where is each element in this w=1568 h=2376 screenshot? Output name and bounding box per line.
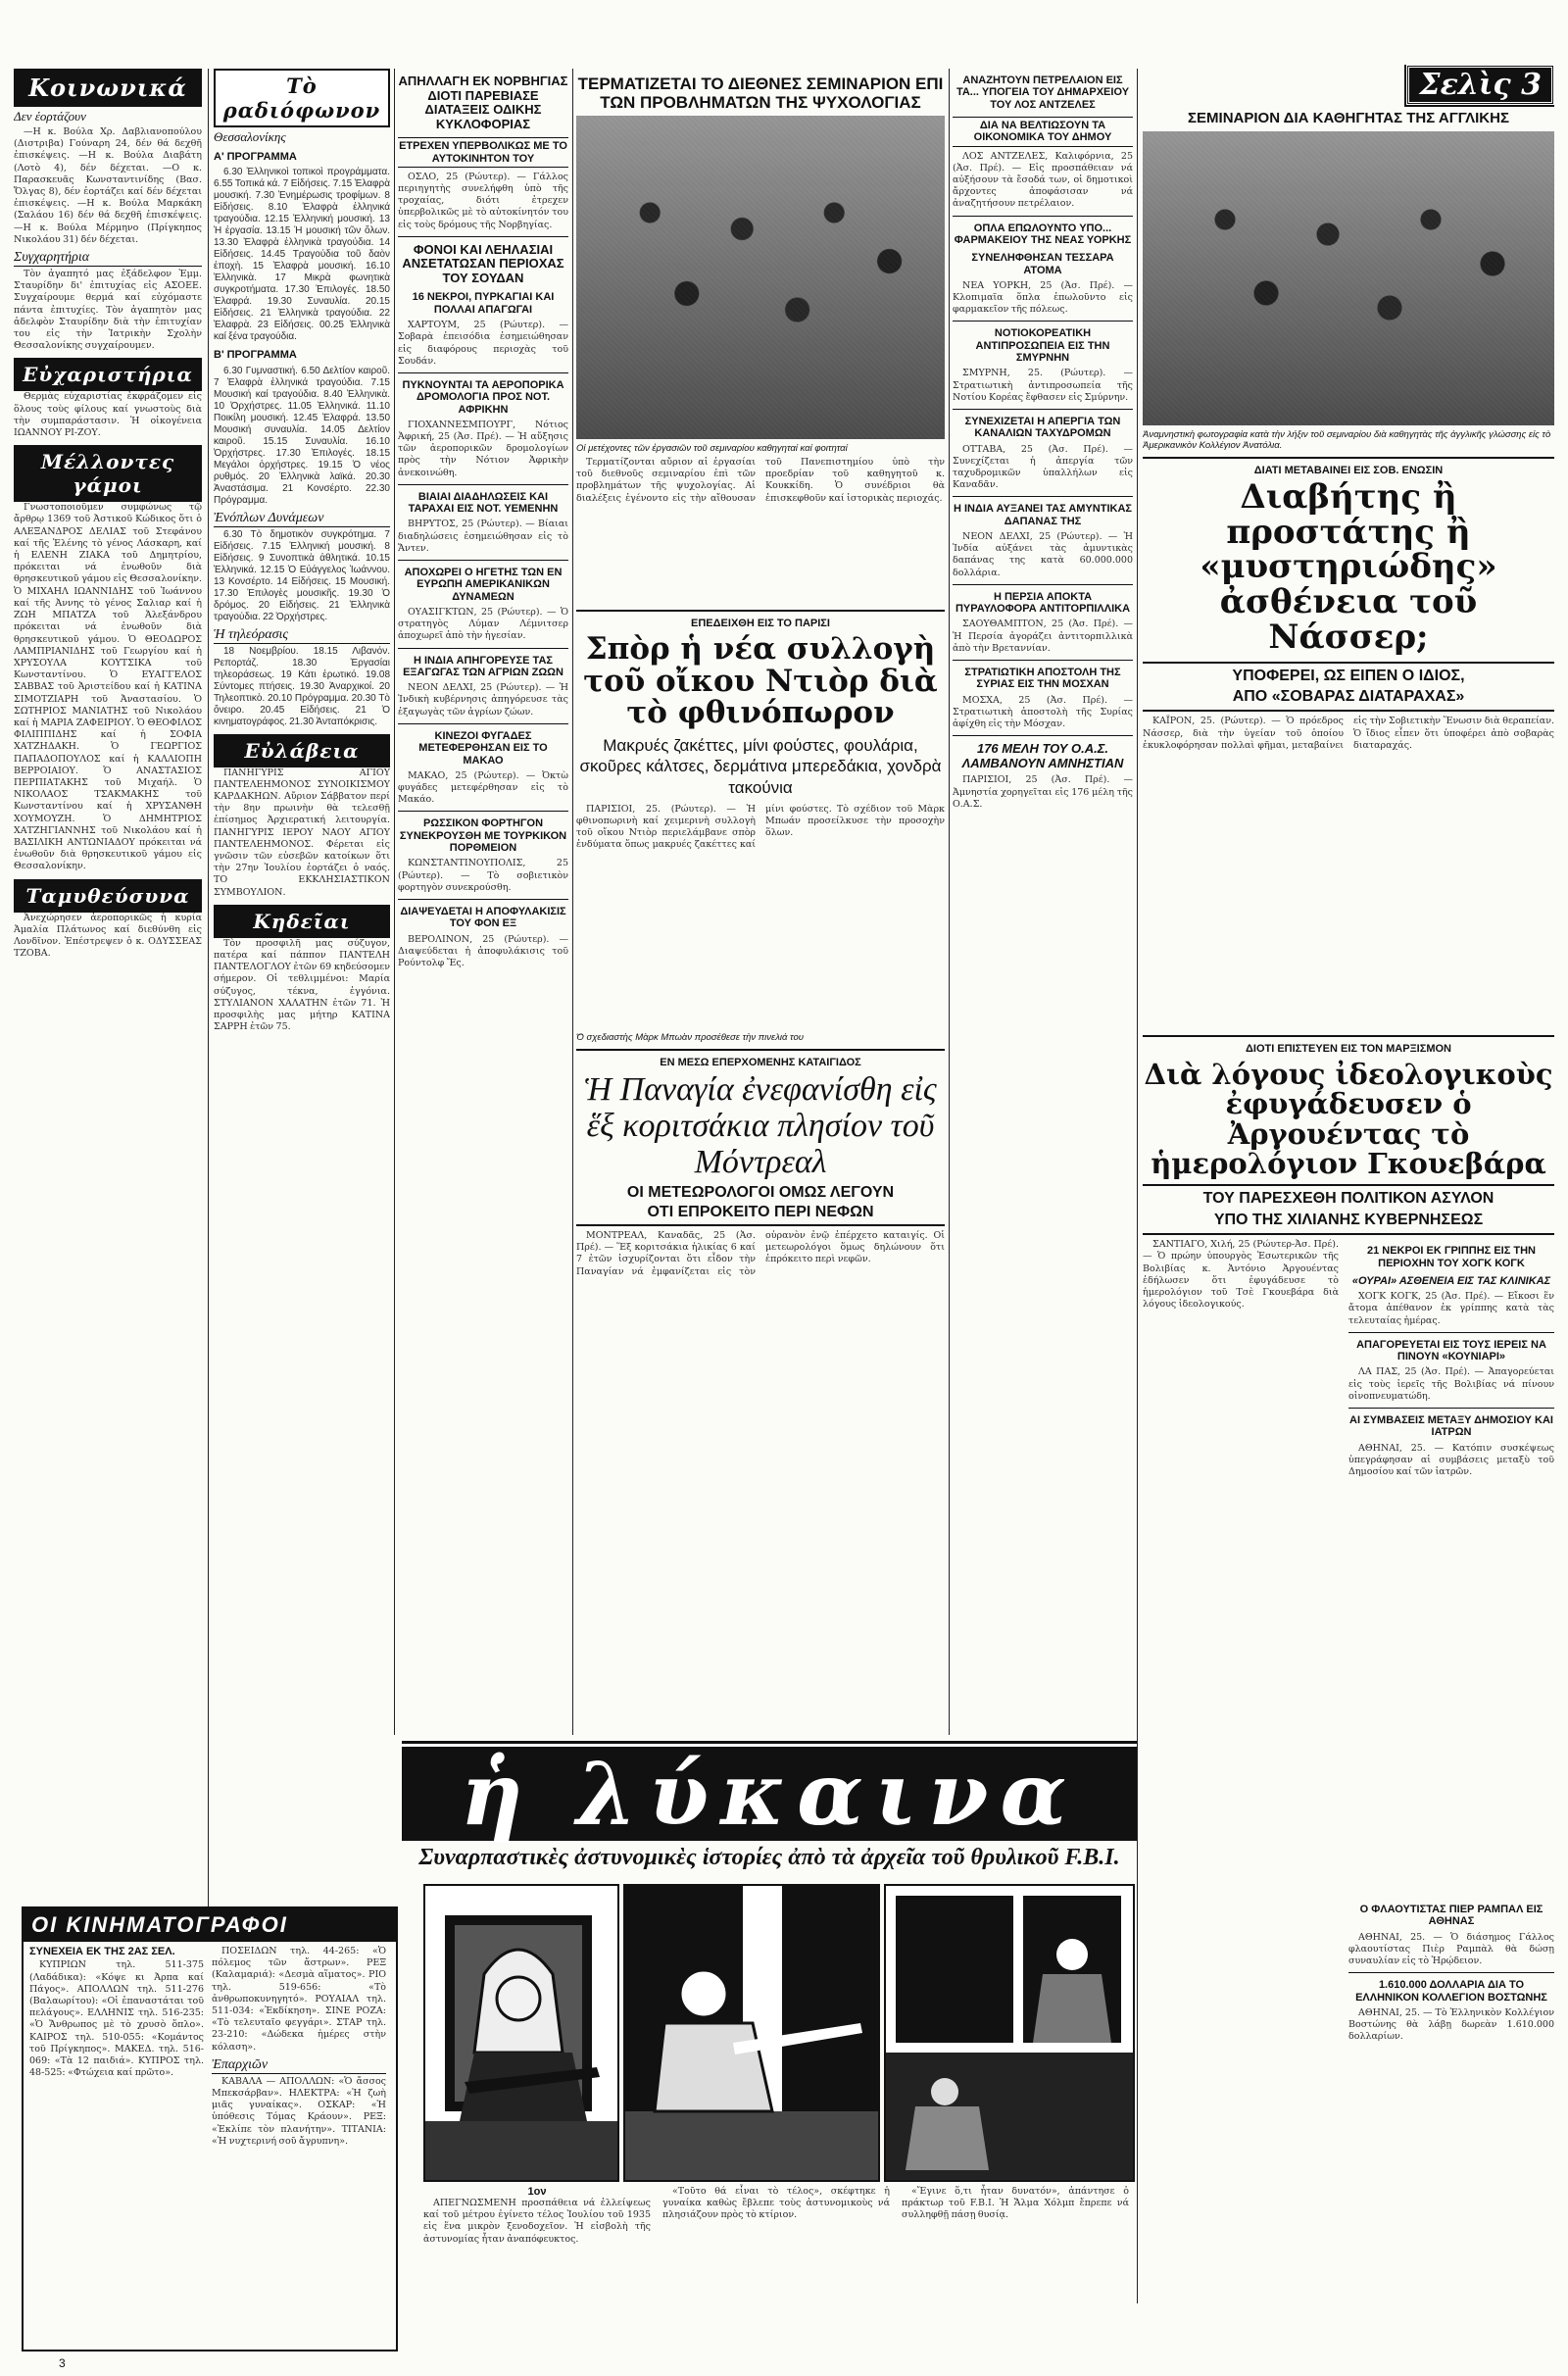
article-ship-collision: ΚΩΝΣΤΑΝΤΙΝΟΥΠΟΛΙΣ, 25 (Ρώυτερ). — Τὸ σοβιετικὸν φορτηγὸν συνεκρούσθη. xyxy=(398,858,568,893)
divider xyxy=(398,811,568,812)
comic-text-3: «Ἔγινε ὅ,τι ἦταν δυνατόν», ἀπάντησε ὁ πράκτωρ τοῦ F.B.I. Ἡ Ἄλμα Χόλμπ ἔπρεπε νά συλληφθῇ πάσῃ θυσίᾳ. xyxy=(902,2186,1129,2221)
section-subtitle: Δεν έορτάζουν xyxy=(14,109,86,124)
divider xyxy=(398,372,568,373)
article-india-defense: ΝΕΟΝ ΔΕΛΧΙ, 25 (Ρώυτερ). — Ἡ Ἰνδία αὐξάνει τὰς ἀμυντικὰς δαπάνας της κατὰ 60.000.000 δολλάρια. xyxy=(953,531,1133,578)
headline-hess: ΔΙΑΨΕΥΔΕΤΑΙ Η ΑΠΟΦΥΛΑΚΙΣΙΣ ΤΟΥ ΦΟΝ ΕΞ xyxy=(400,905,566,930)
woman-with-gun-illustration xyxy=(425,1886,617,2180)
nasser-article: ΚΑΪΡΟΝ, 25. (Ρώυτερ). — Ὁ πρόεδρος Νάσσερ, διὰ τὴν ὑγείαν τοῦ ὁποίου ἐκυκλοφόρησαν πολλαὶ φῆμαι, μεταβαίνει εἰς τὴν Σοβιετικὴν Ἕνωσιν διὰ θεραπείαν. Ὁ ἴδιος εἶπεν ὅτι ὑποφέρει ἀπὸ σοβαρὰς διαταραχάς. xyxy=(1143,716,1554,751)
travel-text: Ἀνεχώρησεν ἀεροπορικῶς ἡ κυρία Ἀμαλία Πλάτωνος καί διεθύνθη εἰς Λονδῖνον. Ἐπέστρεψεν ὁ κ. ΟΔΥΣΣΕΑΣ ΤΖΟΒΑ. xyxy=(14,912,202,960)
radio-subtitle: Θεσσαλονίκης xyxy=(214,129,286,144)
subhead-guevara: ΤΟΥ ΠΑΡΕΣΧΕΘΗ ΠΟΛΙΤΙΚΟΝ ΑΣΥΛΟΝ xyxy=(1143,1184,1554,1208)
page-footer-number: 3 xyxy=(59,2356,66,2370)
subhead-nasser: ΥΠΟΦΕΡΕΙ, ΩΣ ΕΙΠΕΝ Ο ΙΔΙΟΣ, xyxy=(1143,662,1554,685)
column-briefs xyxy=(953,69,1133,1735)
headline-africa-flights: ΠΥΚΝΟΥΝΤΑΙ ΤΑ ΑΕΡΟΠΟΡΙΚΑ ΔΡΟΜΟΛΟΓΙΑ ΠΡΟΣ ΝΟΤ. ΑΦΡΙΚΗΝ xyxy=(402,378,564,416)
comic-text-2: «Τοῦτο θά εἶναι τὸ τέλος», σκέφτηκε ἡ γυναίκα καθὼς ἔβλεπε τοὺς ἀστυνομικοὺς νά πλησιάζουν πρὸς τὸ κτίριον. xyxy=(662,2186,890,2221)
right-briefs xyxy=(1348,1239,1554,1481)
headline-syria: ΣΤΡΑΤΙΩΤΙΚΗ ΑΠΟΣΤΟΛΗ ΤΗΣ ΣΥΡΙΑΣ ΕΙΣ ΤΗΝ ΜΟΣΧΑΝ xyxy=(964,667,1121,691)
tv-heading: Ἡ τηλεόρασις xyxy=(214,627,390,644)
divider xyxy=(953,496,1133,497)
montreal-kicker: ΕΝ ΜΕΣΩ ΕΠΕΡΧΟΜΕΝΗΣ ΚΑΤΑΙΓΙΔΟΣ xyxy=(660,1056,861,1068)
article-priests: ΛΑ ΠΑΣ, 25 (Ἀσ. Πρέ). — Ἀπαγορεύεται εἰς τοὺς ἱερεῖς τῆς Βολιβίας νά πίνουν οἰνοπνευματώδη. xyxy=(1348,1366,1554,1402)
cinema-title: ΟΙ ΚΙΝΗΜΑΤΟΓΡΑΦΟΙ xyxy=(24,1908,396,1942)
divider xyxy=(398,723,568,724)
article-persia: ΣΑΟΥΘΑΜΠΤΟΝ, 25 (Ἀσ. Πρέ). — Ἡ Περσία ἀγοράζει ἀντιτορπιλλικὰ ἀπὸ τὴν Βρεταννίαν. xyxy=(953,619,1133,654)
subhead-norway: ΕΤΡΕΧΕΝ ΥΠΕΡΒΟΛΙΚΩΣ ΜΕ ΤΟ ΑΥΤΟΚΙΝΗΤΟΝ ΤΟΥ xyxy=(398,137,568,168)
divider xyxy=(1143,1035,1554,1037)
church-banner: Εὐλάβεια xyxy=(214,734,390,767)
headline-persia: Η ΠΕΡΣΙΑ ΑΠΟΚΤΑ ΠΥΡΑΥΛΟΦΟΡΑ ΑΝΤΙΤΟΡΠΙΛΛΙΚΑ xyxy=(955,590,1131,616)
seminar-photo xyxy=(576,116,945,439)
guevara-article: ΣΑΝΤΙΑΓΟ, Χιλή, 25 (Ρώυτερ-Ἀσ. Πρέ). — Ὁ πρώην ὑπουργὸς Ἐσωτερικῶν τῆς Βολιβίας κ. Ἀντόνιο Ἀργουέντας ἐδήλωσεν ὅτι ἐφυγάδευσε τὸ ἡμερολόγιον τοῦ Τσὲ Γκουεβάρα διὰ λόγους ἰδεολογικούς. xyxy=(1143,1239,1339,1311)
thanks-banner: Εὐχαριστήρια xyxy=(14,358,202,391)
article-hess: ΒΕΡΟΛΙΝΟΝ, 25 (Ρώυτερ). — Διαψεύδεται ἡ ἀποφυλάκισις τοῦ Ρούντολφ Ἔς. xyxy=(398,933,568,968)
headline-india-animals: Η ΙΝΔΙΑ ΑΠΗΓΟΡΕΥΣΕ ΤΑΣ ΕΞΑΓΩΓΑΣ ΤΩΝ ΑΓΡΙΩΝ ΖΩΩΝ xyxy=(403,654,564,678)
article-doctors: ΑΘΗΝΑΙ, 25. — Κατόπιν συσκέψεως ὑπεγράφησαν αἱ συμβάσεις μεταξὺ τοῦ Δημοσίου καί τῶν ἰατρῶν. xyxy=(1348,1442,1554,1478)
comic-title: ἡ λύκαινα xyxy=(402,1747,1137,1841)
subhead-nasser-2: ΑΠΟ «ΣΟΒΑΡΑΣ ΔΙΑΤΑΡΑΧΑΣ» xyxy=(1143,688,1554,712)
headline-canada-strike: ΣΥΝΕΧΙΖΕΤΑΙ Η ΑΠΕΡΓΙΑ ΤΩΝ ΚΑΝΑΛΙΩΝ ΤΑΧΥΔΡΟΜΩΝ xyxy=(964,415,1121,440)
column-rule xyxy=(949,69,950,1735)
subhead-sudan: 16 ΝΕΚΡΟΙ, ΠΥΡΚΑΓΙΑΙ ΚΑΙ ΠΟΛΛΑΙ ΑΠΑΓΩΓΑΙ xyxy=(412,291,555,316)
cinema-list-left: ΚΥΠΡΙΩΝ τηλ. 511-375 (Λαδάδικα): «Κόψε κι Ἀρπα καί Πάγος». ΑΠΟΛΛΩΝ τηλ. 511-276 (Βαλαωρίτου): «Οἱ ἐπαναστάται τοῦ πελάγους». ΕΛΛΗΝΙΣ τηλ. 516-235: «Ὁ Ἄνθρωπος μὲ τὸ χρυσὸ ὅπλο». ΚΑΙΡΟΣ τηλ. 510-055: «Κομάντος τοῦ Πρίγκηπος». ΜΑΚΕΔ. τηλ. 516-069: «Τὰ 12 παιδιά». ΚΥΠΡΟΣ τηλ. 48-525: «Φτώχεια καί πρῶτο». xyxy=(29,1959,204,2079)
thanks-text: Θερμὰς εὐχαριστίας ἐκφράζομεν εἰς ὅλους τοὺς φίλους καί γνωστοὺς διὰ τὴν συμπαράστασιν. Ἡ οἰκογένεια ΙΩΑΝΝΟΥ ΡΙ-ΖΟΥ. xyxy=(14,391,202,439)
page-number-badge: Σελὶς 3 xyxy=(1406,65,1554,105)
funerals-banner: Κηδεῖαι xyxy=(214,905,390,938)
subhead-la-oil: ΔΙΑ ΝΑ ΒΕΛΤΙΩΣΟΥΝ ΤΑ ΟΙΚΟΝΟΜΙΚΑ ΤΟΥ ΔΗΜΟΥ xyxy=(953,117,1133,147)
headline-macao: ΚΙΝΕΖΟΙ ΦΥΓΑΔΕΣ ΜΕΤΕΦΕΡΘΗΣΑΝ ΕΙΣ ΤΟ ΜΑΚΑΟ xyxy=(418,729,548,767)
headline-sudan: ΦΟΝΟΙ ΚΑΙ ΛΕΗΛΑΣΙΑΙ ΑΝΣΕΤΑΤΩΣΑΝ ΠΕΡΙΟΧΑΣ ΤΟΥ ΣΟΥΔΑΝ xyxy=(402,241,564,285)
subhead-montreal-2: ΟΤΙ ΕΠΡΟΚΕΙΤΟ ΠΕΡΙ ΝΕΦΩΝ xyxy=(576,1204,945,1226)
koinonika-banner: Κοινωνικά xyxy=(14,69,202,107)
article-hong-kong-flu: ΧΟΓΚ ΚΟΓΚ, 25 (Ἀσ. Πρέ). — Εἴκοσι ἕν ἄτομα ἀπέθανον ἐκ γρίππης κατὰ τὰς τελευταίας ἡμέρας. xyxy=(1348,1291,1554,1326)
cinema-listings xyxy=(22,1906,398,2351)
article-ny-pharmacy: ΝΕΑ ΥΟΡΚΗ, 25 (Ἀσ. Πρέ). — Κλοπιμαῖα ὅπλα ἐπωλοῦντο εἰς φαρμακεῖον τῆς πόλεως. xyxy=(953,279,1133,316)
headline-ny-pharmacy: ΟΠΛΑ ΕΠΩΛΟΥΝΤΟ ΥΠΟ... ΦΑΡΜΑΚΕΙΟΥ ΤΗΣ ΝΕΑΣ ΥΟΡΚΗΣ xyxy=(954,222,1132,246)
column-radio xyxy=(214,69,390,1853)
article-africa-flights: ΓΙΟΧΑΝΝΕΣΜΠΟΥΡΓ, Νότιος Ἀφρική, 25 (Ἀσ. Πρέ). — Ἡ αὔξησις τῶν ἀεροπορικῶν δρομολογίων πρὸς τὴν Νότιον Ἀφρικὴν ἀνεκοινώθη. xyxy=(398,419,568,478)
headline-korea: ΝΟΤΙΟΚΟΡΕΑΤΙΚΗ ΑΝΤΙΠΡΟΣΩΠΕΙΑ ΕΙΣ ΤΗΝ ΣΜΥΡΝΗΝ xyxy=(975,327,1110,365)
program-a-text: 6.30 Ἐλληνικοὶ τοπικοὶ προγράμματα. 6.55 Τοπικά κά. 7 Εἰδήσεις. 7.15 Ἐλαφρὰ μουσική. 7.30 Ἐνημέρωσις τροφίμων. 8 Εἰδήσεις. 8.10 Ἐλαφρὰ ἐλληνικά τραγούδια. 12.15 Ἐλληνική μουσική. 13 Ἡ ἐργασία. 13.15 Ἡ μουσική τῶν ὅλων. 13.30 Ἐλαφρὰ ἐλληνικὰ τραγούδια. 14 Εἰδήσεις. 14.45 Τραγούδια τοῦ δαὸν ἐποχὴ. 15 Ἐλαφρὰ μουσική. 16.10 Ἐλληνικὰ. 17 Μικρὰ φωνητικὰ συγκροτήματα. 17.30 Ἐπιλογές. 18.50 Ἐλαφρά. 19.30 Συναυλία. 20.15 Εἰδήσεις. 21 Ἐλληνικὰ τραγούδια. 22 Ἐλαφρὰ. 23 Εἰδήσεις. 00.25 Ἐλληνικὰ καί ξένα τραγούδια. xyxy=(214,167,390,343)
column-social xyxy=(14,69,202,1853)
headline-english-seminar: ΣΕΜΙΝΑΡΙΟΝ ΔΙΑ ΚΑΘΗΓΗΤΑΣ ΤΗΣ ΑΓΓΛΙΚΗΣ xyxy=(1188,110,1509,126)
provinces-heading: Ἐπαρχιῶν xyxy=(212,2057,386,2074)
comic-top-rule xyxy=(402,1741,1137,1744)
seminar-article: Τερματίζονται αὔριον αἱ ἐργασίαι τοῦ διεθνοῦς σεμιναρίου ἐπὶ τῶν προβλημάτων τῆς ψυχολογίας. Αἱ διαλέξεις ἐγένοντο εἰς τὴν αἴθουσαν τοῦ Πανεπιστημίου ὑπὸ τὴν προεδρίαν τοῦ καθηγητοῦ κ. Κουκκίδη. Ὁ συνέδριοι θὰ ἐπισκεφθοῦν καί ἱστορικὰς περιοχάς. xyxy=(576,457,945,504)
divider xyxy=(398,899,568,900)
program-a-heading: Α' ΠΡΟΓΡΑΜΜΑ xyxy=(214,151,297,163)
congratulations-text: Τὸν ἀγαπητό μας ἐξάδελφον Ἐμμ. Σταυρίδην δι' ἐπιτυχίας εἰς ΑΣΟΕΕ. Συγχαίρουμε θερμά καί εὐχόμαστε πάντα ἐπιτυχίες. Τὸν ἀγαπητὸν μας ἀδελφὸν Σταυρίδην διὰ τὴν ἐπιτυχίαν του εἰς τὴν Ἰατρικὴν Σχολὴν Θεσσαλονίκης συγχαίρουμεν. xyxy=(14,269,202,352)
divider xyxy=(953,409,1133,410)
weddings-banner: Μέλλοντες γάμοι xyxy=(14,445,202,502)
headline-guevara: Διὰ λόγους ἰδεολογικοὺς ἐφυγάδευσεν ὁ Ἀργουέντας τὸ ἡμερολόγιον Γκουεβάρα xyxy=(1144,1057,1553,1180)
divider xyxy=(398,560,568,561)
headline-yemen: ΒΙΑΙΑΙ ΔΙΑΔΗΛΩΣΕΙΣ ΚΑΙ ΤΑΡΑΧΑΙ ΕΙΣ ΝΟΤ. ΥΕΜΕΝΗΝ xyxy=(408,490,559,516)
program-b-heading: Β' ΠΡΟΓΡΑΜΜΑ xyxy=(214,349,297,362)
page-brand-row xyxy=(1143,65,1554,105)
montreal-article: ΜΟΝΤΡΕΑΛ, Καναδᾶς, 25 (Ἀσ. Πρέ). — Ἕξ κοριτσάκια ἡλικίας 6 καί 7 ἐτῶν ἰσχυρίζονται ὅτι εἶδον τὴν Παναγίαν νά ἐμφανίζεται εἰς τὸν οὐρανὸν ἐνῷ ἐπέρχετο καταιγίς. Οἱ μετεωρολόγοι ὅμως δηλώνουν ὅτι ἐπρόκειτο περὶ νεφῶν. xyxy=(576,1230,945,1277)
guevara-kicker: ΔΙΟΤΙ ΕΠΙΣΤΕΥΕΝ ΕΙΣ ΤΟΝ ΜΑΡΞΙΣΜΟΝ xyxy=(1246,1043,1451,1056)
congratulations-heading: Συγχαρητήρια xyxy=(14,250,202,267)
headline-india-defense: Η ΙΝΔΙΑ ΑΥΞΑΝΕΙ ΤΑΣ ΑΜΥΝΤΙΚΑΣ ΔΑΠΑΝΑΣ ΤΗΣ xyxy=(954,503,1132,527)
article-korea: ΣΜΥΡΝΗ, 25. (Ρώυτερ). — Στρατιωτικὴ ἀντιπροσωπεία τῆς Νοτίου Κορέας ἔφθασεν εἰς Σμύρνην. xyxy=(953,368,1133,403)
armed-forces-text: 6.30 Τὸ δημοτικὸν συγκρότημα. 7 Εἰδήσεις. 7.15 Ἐλληνική μουσική. 8 Εἰδήσεις. 9 Συνοπτικὰ ἀθλητικά. 10.15 Ἐλληνικά. 12.15 Ὁ Εὐάγγελος Ἰωάννου. 13 Κονσέρτο. 14 Εἰδήσεις. 15 Μουσική. 17.30 Ἐπιλογὲς μουσικῆς. 19.30 Ὁ δρόμος. 20 Εἰδήσεις. 21 Ἐλληνικὰ τραγούδια. 22 Ὀρχήστρες. xyxy=(214,528,390,622)
english-seminar-photo xyxy=(1143,131,1554,425)
headline-la-oil: ΑΝΑΖΗΤΟΥΝ ΠΕΤΡΕΛΑΙΟΝ ΕΙΣ ΤΑ... ΥΠΟΓΕΙΑ ΤΟΥ ΔΗΜΑΡΧΕΙΟΥ ΤΟΥ ΛΟΣ ΑΝΤΖΕΛΕΣ xyxy=(956,74,1130,111)
divider xyxy=(398,648,568,649)
article-yemen: ΒΗΡΥΤΟΣ, 25 (Ρώυτερ). — Βίαιαι διαδηλώσεις ἐσημειώθησαν εἰς τὸ Ἄντεν. xyxy=(398,519,568,554)
police-raid-illustration xyxy=(886,1886,1133,2180)
radio-banner: Τὸ ραδιόφωνον xyxy=(214,69,390,127)
tv-text: 18 Νοεμβρίου. 18.15 Λιβανόν. Ρεπορτάζ. 18.30 Ἐργασίαι τηλεοράσεως. 19 Κάτι ἐρωτικό. 19.08 Σύντομες πτήσεις. 19.30 Ἀναρχικοί. 20 Τηλεοπτικὸ. 20.10 Πρόγραμμα. 20.30 Τὸ ὄνειρο. 20.45 Εἰδήσεις. 21 Ὁ κινηματογράφος. 21.30 Ἀνταπόκρισις. xyxy=(214,645,390,727)
subhead-montreal: ΟΙ ΜΕΤΕΩΡΟΛΟΓΟΙ ΟΜΩΣ ΛΕΓΟΥΝ xyxy=(626,1184,895,1202)
comic-panel-1 xyxy=(423,1884,619,2182)
english-seminar-caption: Ἀναμνηστικὴ φωτογραφία κατὰ τὴν λήξιν τοῦ σεμιναρίου διὰ καθηγητὰς τῆς ἀγγλικῆς γλώσσης εἰς τὸ Ἀμερικανικὸν Κολλέγιον Ἀνατόλια. xyxy=(1143,428,1551,451)
headline-oas: 176 ΜΕΛΗ ΤΟΥ Ο.Α.Σ. ΛΑΜΒΑΝΟΥΝ ΑΜΝΗΣΤΙΑΝ xyxy=(961,741,1124,770)
article-europe-forces: ΟΥΑΣΙΓΚΤΩΝ, 25 (Ρώυτερ). — Ὁ στρατηγὸς Λύμαν Λέμνιτσερ ἀποχωρεῖ ἀπὸ τὴν ἡγεσίαν. xyxy=(398,607,568,642)
social-notices: —Η κ. Βούλα Χρ. Δαβλιανοπούλου (Διστριβα) Γούναρη 24, δέν θά δεχθῆ ἐπισκέψεις. —Η κ. Βούλα Διαβάτη (Λοτὸ 4), δέν δέχεται. —Ο κ. Παρασκευᾶς Κωνσταντινίδης (Βασ. Ὄλγας 8), δέν ἐορτάζει καί δέν δέχεται ἐπισκέψεις. —Η κ. Βούλα Μαρκάκη (Σαλάου 16) δέν θά δεχθῆ ἐπισκέψεις. —Η κ. Βούλα Μέρμηνο (Πρίγκηπος Νικολάου 31) δέν δέχεται. xyxy=(14,126,202,245)
dior-article: ΠΑΡΙΣΙΟΙ, 25. (Ρώυτερ). — Ἡ φθινοπωρινὴ καί χειμερινὴ συλλογὴ τοῦ οἴκου Ντιὸρ περιελάμβανε σπὸρ ἐνδύματα ὅπως μακρυές ζακέττες καί μίνι φούστες. Τὸ σχέδιον τοῦ Μὰρκ Μπωάν προσείλκυσε τὴν προσοχὴν ὅλων. xyxy=(576,803,945,851)
column-center xyxy=(576,69,945,1735)
travel-banner: Ταμυθεύσυνα xyxy=(14,879,202,913)
paris-kicker: ΕΠΕΔΕΙΧΘΗ ΕΙΣ ΤΟ ΠΑΡΙΣΙ xyxy=(691,618,830,630)
headline-boston-college: 1.610.000 ΔΟΛΛΑΡΙΑ ΔΙΑ ΤΟ ΕΛΛΗΝΙΚΟΝ ΚΟΛΛΕΓΙΟΝ ΒΟΣΤΩΝΗΣ xyxy=(1355,1979,1547,2004)
subhead-guevara-2: ΥΠΟ ΤΗΣ ΧΙΛΙΑΝΗΣ ΚΥΒΕΡΝΗΣΕΩΣ xyxy=(1143,1212,1554,1235)
subhead-hong-kong-flu: «ΟΥΡΑΙ» ΑΣΘΕΝΕΙΑ ΕΙΣ ΤΑΣ ΚΛΙΝΙΚΑΣ xyxy=(1351,1274,1551,1287)
headline-nasser: Διαβήτης ἢ προστάτης ἢ «μυστηριώδης» ἀσθένεια τοῦ Νάσσερ; xyxy=(1200,477,1497,657)
headline-doctors: ΑΙ ΣΥΜΒΑΣΕΙΣ ΜΕΤΑΞΥ ΔΗΜΟΣΙΟΥ ΚΑΙ ΙΑΤΡΩΝ xyxy=(1349,1414,1553,1439)
comic-panel-2 xyxy=(623,1884,880,2182)
article-macao: ΜΑΚΑΟ, 25 (Ρώυτερ). — Ὀκτὼ φυγάδες μετεφέρθησαν εἰς τὸ Μακάο. xyxy=(398,769,568,806)
column-rule xyxy=(1137,69,1138,2303)
subhead-ny-pharmacy: ΣΥΝΕΛΗΦΘΗΣΑΝ ΤΕΣΣΑΡΑ ΑΤΟΜΑ xyxy=(971,252,1114,276)
subhead-dior: Μακρυές ζακέττες, μίνι φούστες, φουλάρια, σκοῦρες κάλτσες, δερμάτινα μπερεδάκια, χονδρὰ τακούνια xyxy=(579,736,942,797)
headline-psychology-seminar: ΤΕΡΜΑΤΙΖΕΤΑΙ ΤΟ ΔΙΕΘΝΕΣ ΣΕΜΙΝΑΡΙΟΝ ΕΠΙ ΤΩΝ ΠΡΟΒΛΗΜΑΤΩΝ ΤΗΣ ΨΥΧΟΛΟΓΙΑΣ xyxy=(577,74,944,113)
comic-text-row xyxy=(423,2186,1131,2249)
headline-rampal: Ο ΦΛΑΟΥΤΙΣΤΑΣ ΠΙΕΡ ΡΑΜΠΑΛ ΕΙΣ ΑΘΗΝΑΣ xyxy=(1359,1904,1544,1928)
nasser-kicker: ΔΙΑΤΙ ΜΕΤΑΒΑΙΝΕΙ ΕΙΣ ΣΟΒ. ΕΝΩΣΙΝ xyxy=(1253,464,1444,476)
right-briefs-lower xyxy=(1348,1898,1554,2046)
divider xyxy=(953,660,1133,661)
article-boston-college: ΑΘΗΝΑΙ, 25. — Τὸ Ἑλληνικὸν Κολλέγιον Βοστώνης θὰ λάβῃ δωρεὰν 1.610.000 δολλαρίων. xyxy=(1348,2006,1554,2043)
funerals-text: Τὸν προσφιλῆ μας σύζυγον, πατέρα καί πάππον ΠΑΝΤΕΛΗ ΠΑΝΤΕΛΟΓΛΟΥ ἐτῶν 69 κηδεύσομεν σήμερον. Οἱ τεθλιμμένοι: Μαρία σύζυγος, τέκνα, ἐγγόνια. ΣΤΥΛΙΑΝΟΝ ΧΑΛΑΤΗΝ ἐτῶν 71. Ἡ προσφιλὴς μας μήτηρ ΚΑΤΙΝΑ ΣΑΡΡΗ ἐτῶν 75. xyxy=(214,937,390,1033)
article-syria: ΜΟΣΧΑ, 25 (Ἀσ. Πρέ). — Στρατιωτικὴ ἀποστολὴ τῆς Συρίας ἀφίχθη εἰς τὴν Μόσχαν. xyxy=(953,694,1133,730)
weddings-text: Γνωστοποιοῦμεν συμφώνως τῷ ἄρθρῳ 1369 τοῦ Ἀστικοῦ Κώδικος ὅτι ὁ ΑΛΕΞΑΝΔΡΟΣ ΔΕΛΙΑΣ τοῦ Στεφάνου καί τῆς Ἑλένης τὸ γένος Λάσκαρη, καί ἡ ΕΛΕΝΗ ΖΙΑΚΑ τοῦ Δημητρίου, πρόκειται νά ἐνωθοῦν διὰ θρησκευτικοῦ γάμου εἰς Θεσσαλονίκην. Ὁ ΜΙΧΑΗΛ ΙΩΑΝΝΙΔΗΣ τοῦ Ἰωάννου καί τῆς Ἀννης τὸ γένος Σαλιαρ καί ἡ ΖΩΗ ΜΠΑΤΖΑ τοῦ Ἀλεξάνδρου πρόκειται νά ἐνωθοῦν διὰ θρησκευτικοῦ γάμου. Ὁ ΘΕΟΔΩΡΟΣ ΛΑΜΠΡΙΑΝΙΔΗΣ τοῦ Γεωργίου καί ἡ ΧΡΥΣΟΥΛΑ ΚΟΥΤΣΙΚΑ τοῦ Κωνσταντίνου. Ὁ ΕΥΑΓΓΕΛΟΣ ΣΑΒΒΑΣ τοῦ Ἀριστείδου καί ἡ ΚΑΤΙΝΑ ΣΙΜΟΤΖΙΑΡΗ τοῦ Ἀναστασίου. Ὁ ΣΩΤΗΡΙΟΣ ΜΑΝΙΑΤΗΣ τοῦ Νικολάου καί ἡ ΜΑΡΙΑ ΖΑΦΕΙΡΙΟΥ. Ὁ ΘΕΟΦΙΛΟΣ ΦΙΛΙΠΠΙΔΗΣ καί ἡ ΣΟΦΙΑ ΧΑΤΖΗΔΑΚΗ. Ὁ ΓΕΩΡΓΙΟΣ ΠΑΠΑΔΟΠΟΥΛΟΣ καί ἡ ΚΑΛΛΙΟΠΗ ΒΕΡΡΟΙΑΙΟΥ. Ὁ ΑΝΑΣΤΑΣΙΟΣ ΠΕΡΠΙΑΤΑΚΗΣ τοῦ Μιχαήλ. Ὁ ΝΙΚΟΛΑΟΣ ΤΣΑΚΜΑΚΗΣ τοῦ Κωνσταντίνου καί ἡ ΧΡΥΣΑΝΘΗ ΧΟΥΜΟΥΖΗ. Ὁ ΔΗΜΗΤΡΙΟΣ ΧΑΤΖΗΓΙΑΝΝΗΣ τοῦ Νικολάου καί ἡ ΒΑΣΙΛΙΚΗ ΑΝΤΩΝΙΑΔΟΥ πρόκειται νά ἐνωθοῦν διὰ θρησκευτικοῦ γάμου εἰς Θεσσαλονίκην. xyxy=(14,502,202,872)
cinema-list-right: ΠΟΣΕΙΔΩΝ τηλ. 44-265: «Ὁ πόλεμος τῶν ἄστρων». ΡΕΞ (Καλαμαριά): «Δεσμὰ αἵματος». ΡΙΟ τηλ. 519-656: «Τὸ ἀνθρωποκυνηγητό». ΡΟΥΑΙΑΛ τηλ. 511-034: «Ἐκδίκηση». ΣΙΝΕ ΡΟΖΑ: «Τὸ τελευταῖο φεγγάρι». ΣΤΑΡ τηλ. 23-210: «Δώδεκα ἡμέρες στὴν κόλαση». xyxy=(212,1946,386,2053)
article-norway: ΟΣΛΟ, 25 (Ρώυτερ). — Γάλλος περιηγητὴς συνελήφθη ὑπὸ τῆς τροχαίας, διότι ἐτρεχεν ὑπερβολικῶς μὲ τὸ αὐτοκίνητόν του εἰς τοὺς δρόμους τῆς Νορβηγίας. xyxy=(398,171,568,230)
headline-ship-collision: ΡΩΣΣΙΚΟΝ ΦΟΡΤΗΓΟΝ ΣΥΝΕΚΡΟΥΣΘΗ ΜΕ ΤΟΥΡΚΙΚΟΝ ΠΟΡΘΜΕΙΟΝ xyxy=(399,817,567,855)
cinema-continued: ΣΥΝΕΧΕΙΑ ΕΚ ΤΗΣ 2ΑΣ ΣΕΛ. xyxy=(29,1946,175,1957)
headline-europe-forces: ΑΠΟΧΩΡΕΙ Ο ΗΓΕΤΗΣ ΤΩΝ ΕΝ ΕΥΡΩΠΗ ΑΜΕΡΙΚΑΝΙΚΩΝ ΔΥΝΑΜΕΩΝ xyxy=(404,567,563,603)
headline-montreal: Ἡ Παναγία ἐνεφανίσθη εἰς ἕξ κοριτσάκια πλησίον τοῦ Μόντρεαλ xyxy=(584,1071,937,1180)
comic-strip xyxy=(402,1743,1137,2354)
comic-subtitle: Συναρπαστικὲς ἀστυνομικὲς ἱστορίες ἀπὸ τὰ ἀρχεῖα τοῦ θρυλικοῦ F.B.I. xyxy=(418,1845,1120,1870)
article-la-oil: ΛΟΣ ΑΝΤΖΕΛΕΣ, Καλιφόρνια, 25 (Ἀσ. Πρέ). — Εἰς προσπάθειαν νά αὐξήσουν τὰ ἔσοδά των, οἱ δημοτικοὶ ἄρχοντες ἀποφάσισαν νά ἀναζητήσουν πετρέλαιον. xyxy=(953,150,1133,210)
headline-dior: Σπὸρ ἡ νέα συλλογὴ τοῦ οἴκου Ντιὸρ διὰ τὸ φθινόπωρον xyxy=(583,631,938,731)
divider xyxy=(1348,1972,1554,1973)
column-right xyxy=(1143,65,1554,2251)
divider xyxy=(953,584,1133,585)
divider xyxy=(576,1049,945,1051)
church-text: ΠΑΝΗΓΥΡΙΣ ΑΓΙΟΥ ΠΑΝΤΕΛΕΗΜΟΝΟΣ ΣΥΝΟΙΚΙΣΜΟΥ ΚΑΡΔΑΚΗΩΝ. Αὔριον Σάββατον περί τὴν 8ην πρωινὴν θὰ τελεσθῇ ἐπίσημος Ἀρχιερατική λειτουργία. ΠΑΝΗΓΥΡΙΣ ΙΕΡΟΥ ΝΑΟΥ ΑΓΙΟΥ ΠΑΝΤΕΛΕΗΜΟΝΟΣ. Φέρεται εἰς γνῶσιν τῶν εὐσεβῶν κατοίκων ὅτι τὴν 27ην Ἰουλίου ἑορτάζει ὁ ναός. ΤΟ ΕΚΚΛΗΣΙΑΣΤΙΚΟΝ ΣΥΜΒΟΥΛΙΟΝ. xyxy=(214,767,390,898)
divider xyxy=(576,610,945,612)
headline-hong-kong-flu: 21 ΝΕΚΡΟΙ ΕΚ ΓΡΙΠΠΗΣ ΕΙΣ ΤΗΝ ΠΕΡΙΟΧΗΝ ΤΟΥ ΧΟΓΚ ΚΟΓΚ xyxy=(1366,1245,1536,1269)
article-oas: ΠΑΡΙΣΙΟΙ, 25 (Ἀσ. Πρέ). — Ἀμνηστία χορηγεῖται εἰς 176 μέλη τῆς Ο.Α.Σ. xyxy=(953,774,1133,810)
article-canada-strike: ΟΤΤΑΒΑ, 25 (Ἀσ. Πρέ). — Συνεχίζεται ἡ ἀπεργία τῶν ταχυδρομικῶν ὑπαλλήλων εἰς Καναδᾶν. xyxy=(953,443,1133,491)
armed-forces-heading: Ἐνόπλων Δυνάμεων xyxy=(214,511,390,527)
seminar-photo-caption: Οἱ μετέχοντες τῶν ἐργασιῶν τοῦ σεμιναρίου καθηγηταί καί φοιτηταί xyxy=(576,443,848,455)
article-sudan: ΧΑΡΤΟΥΜ, 25 (Ρώυτερ). — Σοβαρὰ ἐπεισόδια ἐσημειώθησαν εἰς διαφόρους περιοχὰς τοῦ Σουδάν. xyxy=(398,320,568,367)
column-rule xyxy=(572,69,573,1735)
comic-text-1: ΑΠΕΓΝΩΣΜΕΝΗ προσπάθεια νά ἐλλείψεως καί τοῦ μέτρου ἐγίνετο τέλος Ἰουλίου τοῦ 1935 εἰς ἕνα μικρὸν ξενοδοχεῖον. Ἡ εἰσβολὴ τῆς ἀστυνομίας ἦταν ἀναπόφευκτος. xyxy=(423,2198,651,2245)
provinces-list: ΚΑΒΑΛΑ — ΑΠΟΛΛΩΝ: «Ὁ ἄσσος Μπεκσάρβαν». ΗΛΕΚΤΡΑ: «Ἡ ζωὴ μιᾶς γυναίκας». ΟΣΚΑΡ: «Ἡ ὑπόθεσις Τόμας Κράουν». ΡΕΞ: «Ἐκλίπε τὸν πλανήτην». ΤΙΤΑΝΙΑ: «Ἡ νυχτερινή σοῦ ἄγρυπνη». xyxy=(212,2075,386,2147)
divider xyxy=(1348,1332,1554,1333)
divider xyxy=(398,236,568,237)
headline-priests: ΑΠΑΓΟΡΕΥΕΤΑΙ ΕΙΣ ΤΟΥΣ ΙΕΡΕΙΣ ΝΑ ΠΙΝΟΥΝ «ΚΟΥΝΙΑΡΙ» xyxy=(1356,1338,1546,1363)
article-rampal: ΑΘΗΝΑΙ, 25. — Ὁ διάσημος Γάλλος φλαουτίστας Πιὲρ Ραμπὰλ θὰ δώσῃ συναυλίαν εἰς τὸ Ἡρῴδειον. xyxy=(1348,1931,1554,1967)
divider xyxy=(953,321,1133,322)
program-b-text: 6.30 Γυμναστική. 6.50 Δελτίον καιροῦ. 7 Ἐλαφρὰ ἐλληνικά τραγούδια. 7.15 Μουσική καί τραγούδια. 8.40 Ἐλληνικὰ. 10 Ὀρχήστρες. 11.05 Ἐλληνικά. 11.10 Ποικίλη μουσική. 12.45 Ἐλαφρά. 13.50 Μουσική συναυλία. 14.05 Δελτίον καιροῦ. 15.15 Συναυλία. 16.10 Ὀρχήστρες. 17.30 Ἐπιλογές. 18.15 Μεγάλοι ὀρχήστρες. 19.15 Ὁ νέος ρυθμός. 20 Ἐλληνικὰ λαϊκά. 20.30 Ἀναστάσιμα. 21 Κονσέρτο. 22.30 Πρόγραμμα. xyxy=(214,365,390,506)
column-rule xyxy=(394,69,395,1735)
article-india-animals: ΝΕΟΝ ΔΕΛΧΙ, 25 (Ρώυτερ). — Ἡ Ἰνδικὴ κυβέρνησις ἀπηγόρευσε τὰς ἐξαγωγὰς τῶν ἀγρίων ζώων. xyxy=(398,682,568,718)
divider xyxy=(398,484,568,485)
divider xyxy=(953,216,1133,217)
comic-panel-3 xyxy=(884,1884,1135,2182)
headline-norway: ΑΠΗΛΛΑΓΗ ΕΚ ΝΟΡΒΗΓΙΑΣ ΔΙΟΤΙ ΠΑΡΕΒΙΑΣΕ ΔΙΑΤΑΞΕΙΣ ΟΔΙΚΗΣ ΚΥΚΛΟΦΟΡΙΑΣ xyxy=(398,74,568,131)
divider xyxy=(1143,457,1554,459)
divider xyxy=(953,735,1133,736)
comic-episode: 1ον xyxy=(527,2186,547,2198)
divider xyxy=(1348,1408,1554,1409)
crouching-agent-illustration xyxy=(625,1886,878,2180)
dior-caption: Ὁ σχεδιαστὴς Μὰρκ Μπωὰν προσέθεσε τὴν πινελιά του xyxy=(576,1031,804,1043)
guevara-row xyxy=(1143,1239,1554,1481)
column-world-news xyxy=(398,69,568,1735)
